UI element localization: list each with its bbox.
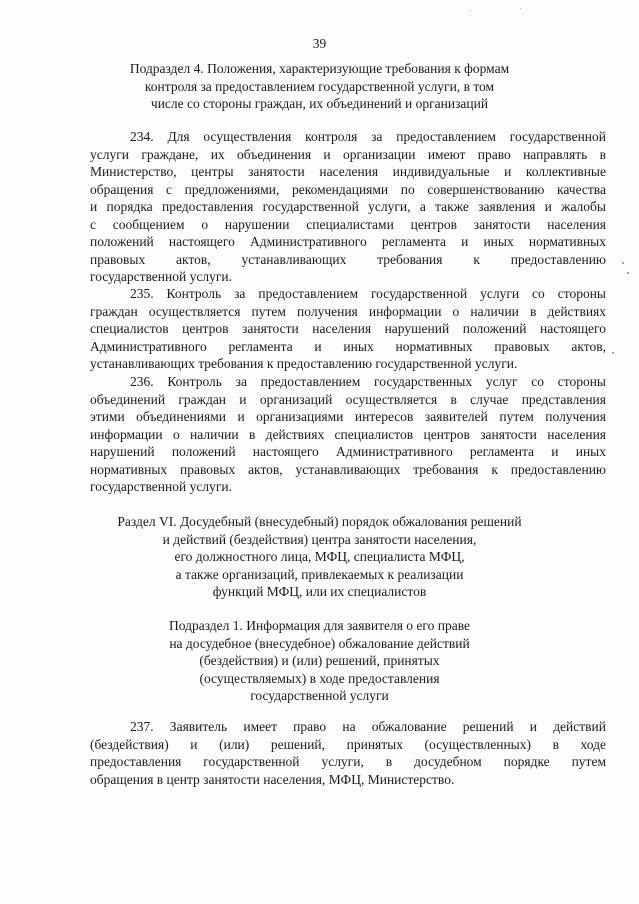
paragraph-line: услуги граждане, их объединения и организации имеют право направлять в xyxy=(90,146,606,162)
heading-line: контроля за предоставлением государственной услуги, в том xyxy=(144,78,495,94)
section-6-heading xyxy=(0,513,639,601)
paragraph-line: (бездействия) и (или) решений, принятых (осуществленных) в ходе xyxy=(90,736,606,752)
paragraph-234 xyxy=(90,128,606,286)
paragraph-line: Министерство, центры занятости населения индивидуальные и коллективные xyxy=(90,164,606,179)
paragraph-line: 235. Контроль за предоставлением государственной услуги со стороны xyxy=(130,286,606,301)
paragraph-236 xyxy=(90,373,606,496)
scan-speck xyxy=(470,10,471,11)
heading-line: функций МФЦ, или их специалистов xyxy=(212,584,427,599)
subsection-4-heading xyxy=(0,60,639,113)
heading-line: (осуществляемых) в ходе предоставления xyxy=(199,670,440,686)
heading-line: Подраздел 4. Положения, характеризующие требования к формам xyxy=(129,61,510,76)
paragraph-237 xyxy=(90,718,606,788)
paragraph-line: 234. Для осуществления контроля за предоставлением государственной xyxy=(130,129,606,144)
paragraph-line: обращения с предложениями, рекомендациями по совершенствованию качества xyxy=(90,181,606,197)
paragraph-line: устанавливающих требования к предоставлению государственной услуги. xyxy=(90,356,518,371)
heading-line: Раздел VI. Досудебный (внесудебный) порядок обжалования решений xyxy=(117,514,522,529)
heading-line: и действий (бездействия) центра занятости населения, xyxy=(162,531,477,547)
paragraph-line: и порядка предоставления государственной услуги, а также заявления и жалобы xyxy=(90,199,606,214)
paragraph-line: объединений граждан и организаций осуществляется в случае представления xyxy=(90,391,606,407)
paragraph-235 xyxy=(90,285,606,373)
paragraph-line: предоставления государственной услуги, в досудебном порядке путем xyxy=(90,754,606,769)
heading-line: Подраздел 1. Информация для заявителя о его праве xyxy=(168,618,470,633)
paragraph-line: этими объединениями и организациями интересов заявителей путем получения xyxy=(90,409,606,424)
paragraph-line: 236. Контроль за предоставлением государственных услуг со стороны xyxy=(130,374,606,389)
paragraph-line: специалистов центров занятости населения нарушений положений настоящего xyxy=(90,321,606,336)
paragraph-line: государственной услуги. xyxy=(90,269,232,284)
scan-speck xyxy=(612,352,614,354)
heading-line: его должностного лица, МФЦ, специалиста МФЦ, xyxy=(174,549,465,564)
paragraph-line: нормативных правовых актов, устанавливающих требования к предоставлению xyxy=(90,461,606,477)
paragraph-line: положений настоящего Административного регламента и иных нормативных xyxy=(90,234,606,249)
paragraph-line: информации о наличии в действиях специалистов центров занятости населения xyxy=(90,426,606,442)
paragraph-line: правовых актов, устанавливающих требования к предоставлению xyxy=(90,251,606,267)
paragraph-line: Административного регламента и иных нормативных правовых актов, xyxy=(90,338,606,354)
paragraph-line: граждан осуществляется путем получения информации о наличии в действиях xyxy=(90,303,606,319)
page-number: 39 xyxy=(312,36,327,51)
paragraph-line: 237. Заявитель имеет право на обжалование решений и действий xyxy=(130,719,606,734)
subsection-1-heading xyxy=(0,617,639,705)
paragraph-line: государственной услуги. xyxy=(90,479,232,494)
scan-speck xyxy=(622,262,624,264)
heading-line: государственной услуги xyxy=(250,688,389,703)
scan-speck xyxy=(627,272,629,274)
paragraph-line: обращения в центр занятости населения, МФЦ, Министерство. xyxy=(90,771,455,787)
scan-speck xyxy=(520,8,521,9)
paragraph-line: нарушений положений настоящего Административного регламента и иных xyxy=(90,444,606,459)
heading-line: а также организаций, привлекаемых к реализации xyxy=(175,566,464,582)
paragraph-line: с сообщением о нарушении специалистами центров занятости населения xyxy=(90,216,606,232)
heading-line: числе со стороны граждан, их объединений и организаций xyxy=(150,96,489,111)
heading-line: (бездействия) и (или) решений, принятых xyxy=(199,653,440,668)
heading-line: на досудебное (внесудебное) обжалование действий xyxy=(169,635,470,651)
